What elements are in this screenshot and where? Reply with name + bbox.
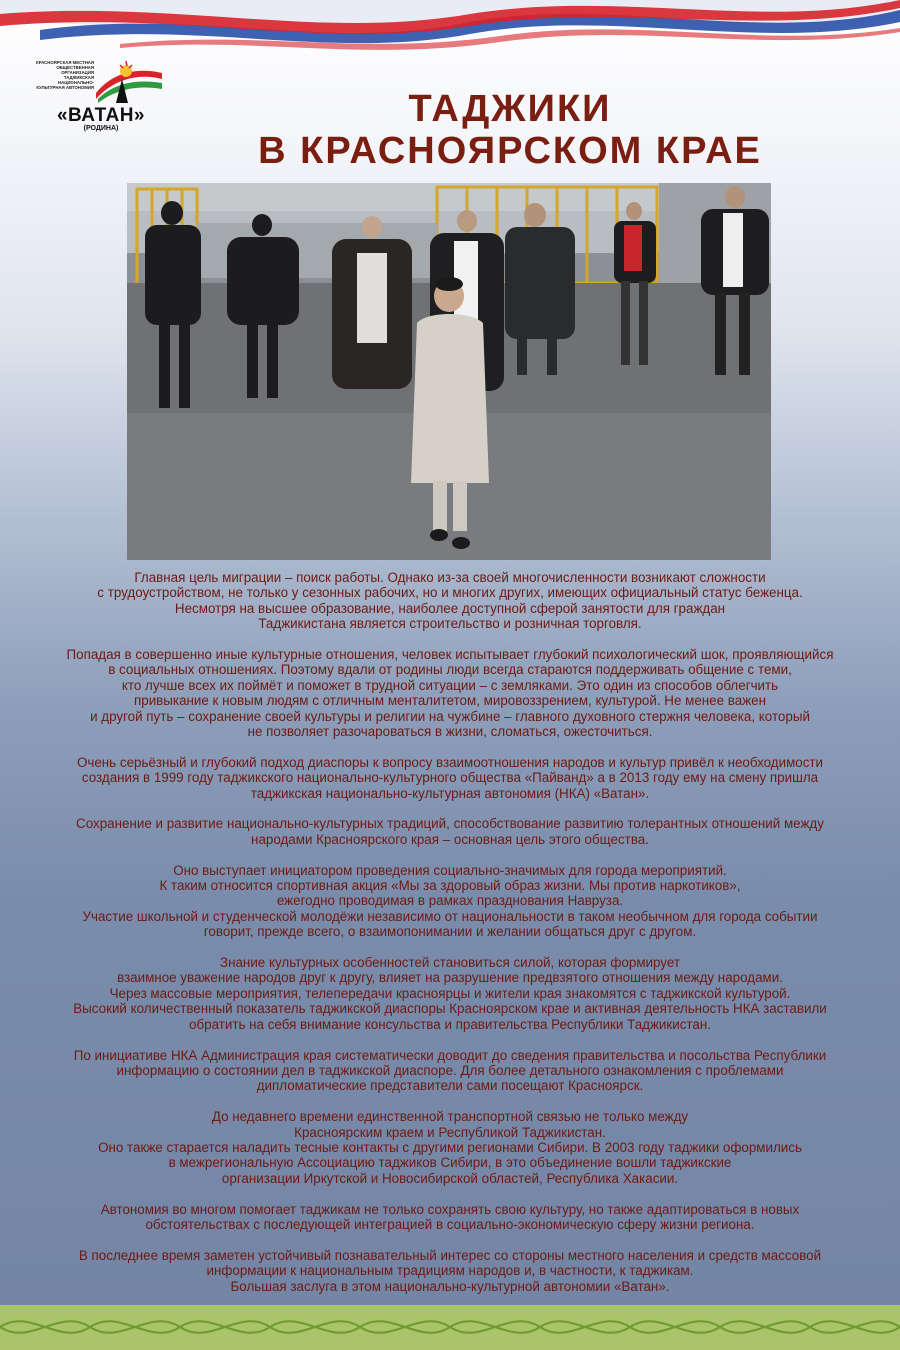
text-line: обратить на себя внимание консульства и правительства Республики Таджикистан. (189, 1016, 711, 1032)
text-line: Оно выступает инициатором проведения социально-значимых для города мероприятий. (173, 862, 727, 878)
flag-ribbon (0, 0, 900, 60)
text-line: Оно также старается наладить тесные контакты с другими регионами Сибири. В 2003 году таджики оформились (98, 1139, 802, 1155)
paragraph (20, 1048, 880, 1094)
text-line: информации к национальным традициям народов и, в частности, к таджикам. (206, 1263, 694, 1279)
text-line: взаимное уважение народов друг к другу, влияет на разрушение предвзятого отношения между народами. (117, 970, 783, 986)
text-line: с трудоустройством, не только у сезонных рабочих, но и многих других, имеющих официальный статус беженца. (97, 585, 803, 601)
text-line: Очень серьёзный и глубокий подход диаспоры к вопросу взаимоотношения народов и культур привёл к необходимости (76, 754, 824, 770)
text-line: Через массовые мероприятия, телепередачи красноярцы и жители края знакомятся с таджикской культурой. (109, 985, 791, 1001)
text-line: Несмотря на высшее образование, наиболее доступной сферой занятости для граждан (174, 600, 726, 616)
text-line: в межрегиональную Ассоциацию таджиков Сибири, в это объединение вошли таджикские (168, 1155, 732, 1171)
logo-org-text: КРАСНОЯРСКАЯ МЕСТНАЯ ОБЩЕСТВЕННАЯ ОРГАНИЗАЦИЯ ТАДЖИКСКАЯ НАЦИОНАЛЬНО-КУЛЬТУРНАЯ АВТОНОМИЯ (36, 60, 94, 90)
text-line: дипломатические представители сами посещают Красноярск. (256, 1078, 644, 1094)
text-line: кто лучше всех их поймёт и поможет в трудной ситуации – с земляками. Это один из способов облегчить (121, 677, 779, 693)
text-line: организации Иркутской и Новосибирской областей, Республика Хакасии. (221, 1170, 679, 1186)
text-line: ежегодно проводимая в рамках празднования Навруза. (276, 893, 624, 909)
text-line: К таким относится спортивная акция «Мы за здоровый образ жизни. Мы против наркотиков», (159, 878, 741, 894)
text-line: Автономия во многом помогает таджикам не только сохранять свою культуру, но также адаптироваться в новых (100, 1201, 800, 1217)
paragraph (20, 570, 880, 632)
text-line: народами Красноярского края – основная цель этого общества. (251, 831, 649, 847)
paragraph (20, 647, 880, 739)
paragraph (20, 1248, 880, 1294)
logo-subtitle: (РОДИНА) (83, 125, 119, 132)
text-line: Таджикистана является строительство и розничная торговля. (258, 616, 642, 632)
page-title (150, 88, 870, 172)
text-line: По инициативе НКА Администрация края систематически доводит до сведения правительства и посольства Республики (73, 1047, 827, 1063)
text-line: таджикская национально-культурная автономия (НКА) «Ватан». (250, 785, 650, 801)
text-line: До недавнего времени единственной транспортной связью не только между (211, 1109, 689, 1125)
paragraph (20, 816, 880, 847)
paragraph (20, 955, 880, 1032)
text-line: и другой путь – сохранение своей культуры и религии на чужбине – главного духовного стержня человека, который (90, 708, 810, 724)
text-line: обстоятельствах с последующей интеграцией в социально-экономическую сферу жизни региона. (145, 1216, 755, 1232)
text-line: Высокий количественный показатель таджикской диаспоры Красноярском крае и активная деятельность НКА заставили (73, 1001, 827, 1017)
paragraph (20, 863, 880, 940)
paragraph (20, 1109, 880, 1186)
text-line: В последнее время заметен устойчивый познавательный интерес со стороны местного населения и средств массовой (78, 1247, 822, 1263)
text-line: Большая заслуга в этом национально-культурной автономии «Ватан». (230, 1278, 670, 1294)
paragraph (20, 1202, 880, 1233)
photo-people-walking (127, 183, 771, 560)
text-line: информацию о состоянии дел в таджикской диаспоре. Для более детального ознакомления с проблемами (116, 1062, 784, 1078)
text-line: Красноярским краем и Республикой Таджикистан. (294, 1124, 606, 1140)
paragraph (20, 755, 880, 801)
text-line: создания в 1999 году таджикского национально-культурного общества «Пайванд» а в 2013 году ему на смену пришла (81, 770, 819, 786)
title-line-1: ТАДЖИКИ (408, 88, 612, 130)
text-line: Главная цель миграции – поиск работы. Однако из-за своей многочисленности возникают сложности (134, 570, 766, 585)
text-line: Попадая в совершенно иные культурные отношения, человек испытывает глубокий психологический шок, проявляющийся (66, 647, 834, 663)
text-line: в социальных отношениях. Поэтому вдали от родины люди всегда стараются поддерживать общение с теми, (108, 662, 792, 678)
text-line: Знание культурных особенностей становиться силой, которая формирует (220, 955, 680, 971)
vatan-logo (34, 57, 168, 137)
article-body (20, 570, 880, 1309)
text-line: привыкание к новым людям с отличным менталитетом, мировоззрением, культурой. Не менее важен (134, 693, 766, 709)
text-line: не позволяет разочароваться в жизни, сломаться, ожесточиться. (247, 724, 653, 740)
text-line: Участие школьной и студенческой молодёжи независимо от национальности в таком необычном для города событии (82, 908, 818, 924)
title-line-2: В КРАСНОЯРСКОМ КРАЕ (258, 130, 762, 172)
logo-name: «ВАТАН» (56, 105, 146, 126)
text-line: Сохранение и развитие национально-культурных традиций, способствование развитию толерантных отношений между (76, 816, 824, 832)
text-line: говорит, прежде всего, о взаимопонимании и желании общаться друг с другом. (203, 924, 697, 940)
ornament-border (0, 1305, 900, 1350)
